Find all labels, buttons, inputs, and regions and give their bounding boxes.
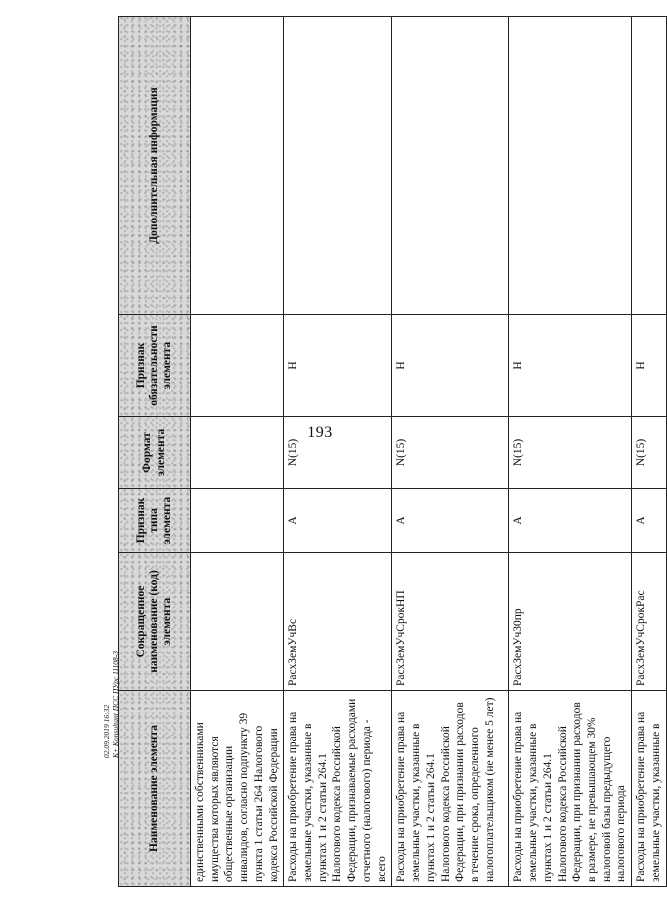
footer-source: К+ Konsultant ПСС ПУрс 11108-3 [111,650,120,758]
page-number: 193 [307,424,333,441]
cell-code: РасхЗемУчВс [284,553,392,691]
cell-type: А [392,489,509,553]
cell-required: Н [632,315,666,417]
rotated-table-wrapper [118,17,662,887]
table-row [284,17,392,887]
cell-format: N(15) [284,417,392,489]
cell-info [509,17,632,315]
cell-name: Расходы на приобретение права на земельные участки, указанные в [632,691,666,887]
cell-format: N(15) [392,417,509,489]
cell-format [191,417,284,489]
cell-code [191,553,284,691]
cell-name: единственными собственниками имущества которых являются общественные организации инвалидов, согласно подпункту 39 пункта 1 статьи 264 Налогового кодекса Российской Федерации [191,691,284,887]
document-footer [102,651,120,758]
cell-format: N(15) [632,417,666,489]
cell-required: Н [392,315,509,417]
header-info: Дополнительная информация [119,17,191,315]
header-required: Признак обязательности элемента [119,315,191,417]
cell-required: Н [509,315,632,417]
cell-info [632,17,666,315]
header-code: Сокращенное наименование (код) элемента [119,553,191,691]
cell-name: Расходы на приобретение права на земельные участки, указанные в пунктах 1 и 2 статьи 264.1 Налогового кодекса Российской Федерации, при признании расходов в течение срока, определенного налогоплательщиком (не менее 5 лет) [392,691,509,887]
table-row [509,17,632,887]
cell-name: Расходы на приобретение права на земельные участки, указанные в пунктах 1 и 2 статьи 264.1 Налогового кодекса Российской Федерации, при признании расходов в размере, не превышающем 30% налоговой базы предыдущего налогового периода [509,691,632,887]
table-row [632,17,666,887]
footer-timestamp: 02.09.2019 16:32 [102,704,111,758]
cell-type: А [632,489,666,553]
cell-info [392,17,509,315]
cell-code: РасхЗемУч30пр [509,553,632,691]
cell-info [191,17,284,315]
cell-code: РасхЗемУчСрокНП [392,553,509,691]
cell-name: Расходы на приобретение права на земельные участки, указанные в пунктах 1 и 2 статьи 264.1 Налогового кодекса Российской Федерации, признаваемые расходами отчетного (налогового) периода - всего [284,691,392,887]
cell-info [284,17,392,315]
cell-required [191,315,284,417]
table-header-row [119,17,191,887]
table-row [392,17,509,887]
header-format: Формат элемента [119,417,191,489]
cell-type: А [284,489,392,553]
cell-type [191,489,284,553]
header-type: Признак типа элемента [119,489,191,553]
elements-table [118,16,667,887]
cell-required: Н [284,315,392,417]
cell-type: А [509,489,632,553]
cell-format: N(15) [509,417,632,489]
cell-code: РасхЗемУчСрокРас [632,553,666,691]
table-row [191,17,284,887]
header-name: Наименование элемента [119,691,191,887]
